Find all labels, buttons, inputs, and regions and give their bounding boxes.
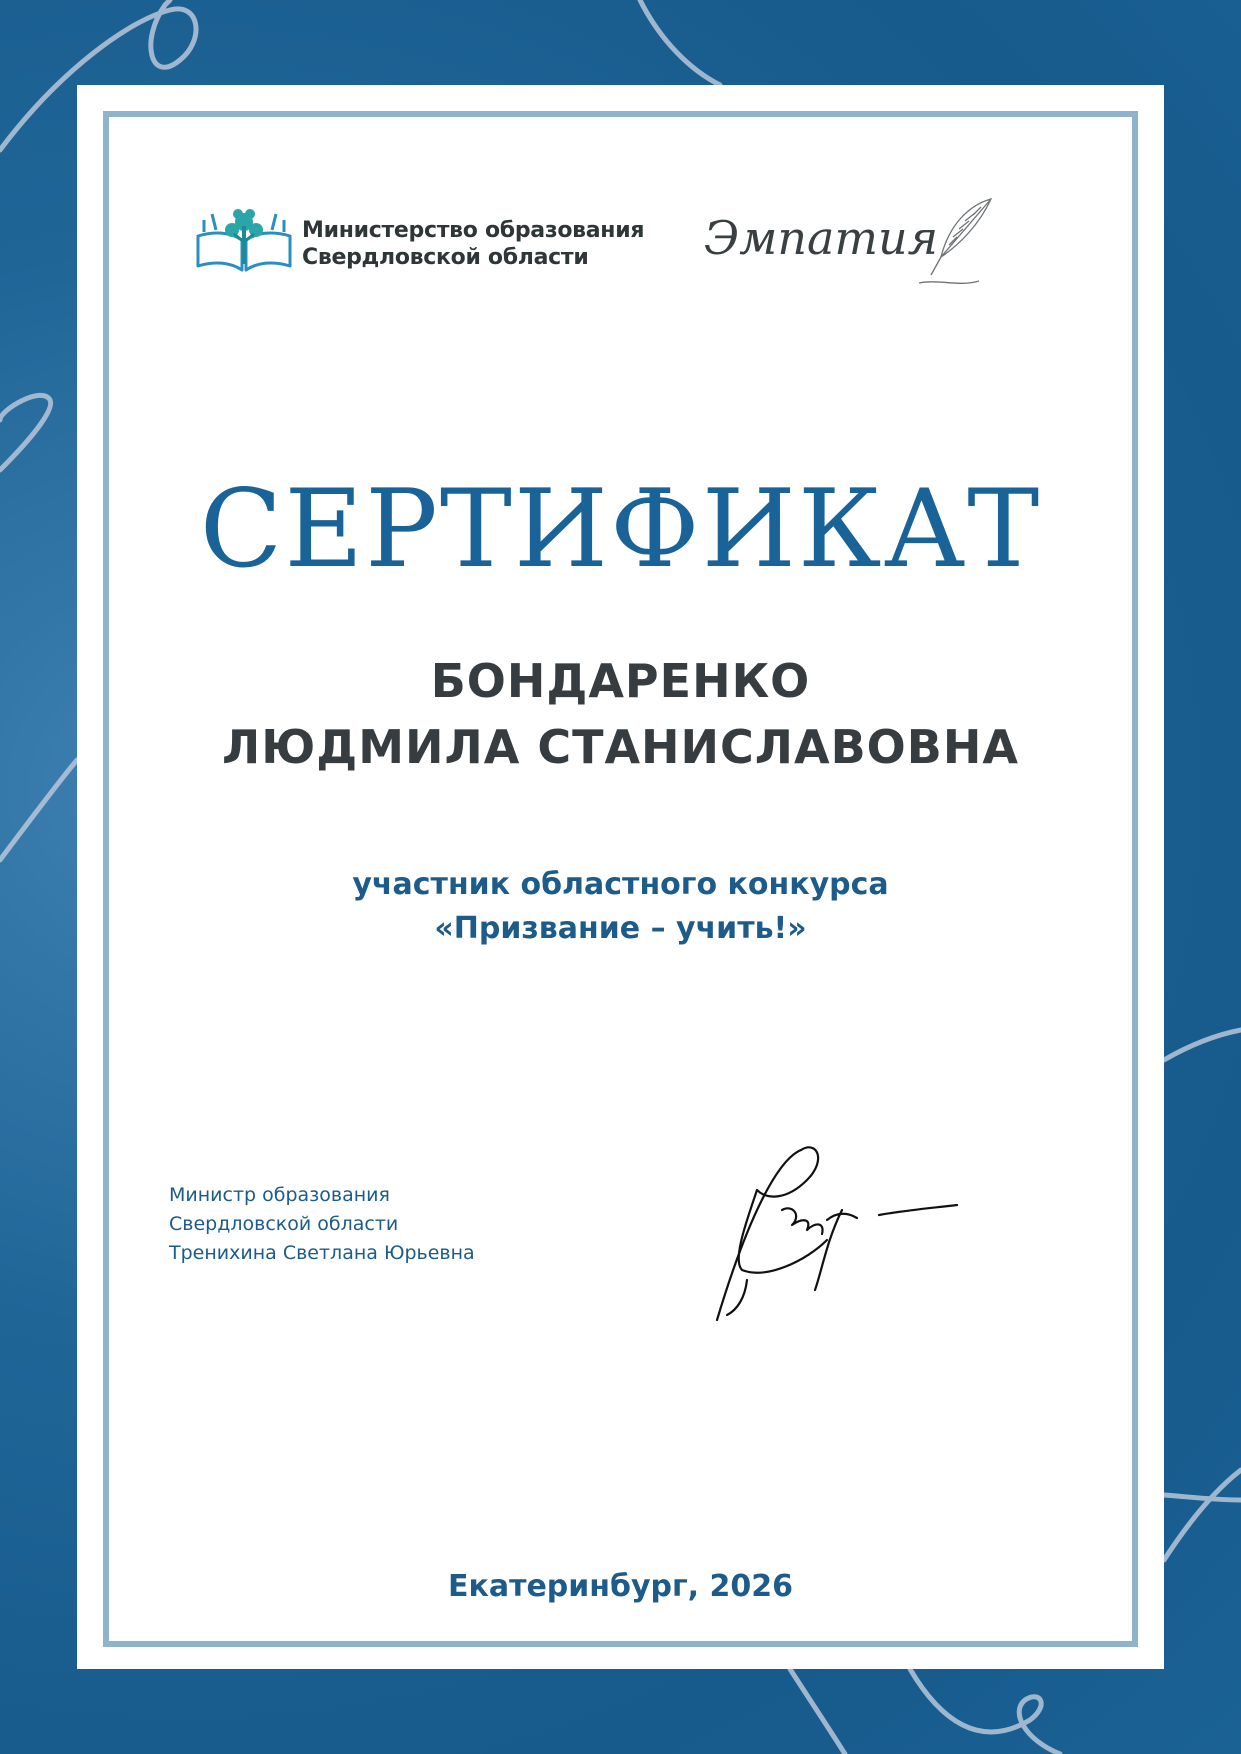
- certificate-header: [194, 201, 994, 291]
- signature-image: [707, 1130, 967, 1330]
- signer-block: [169, 1181, 475, 1268]
- participation-role: участник областного конкурса: [352, 867, 889, 902]
- recipient-name: [77, 648, 1164, 780]
- certificate-sheet: [77, 85, 1164, 1669]
- ministry-name: [302, 217, 644, 271]
- participation-text: [77, 863, 1164, 951]
- contest-name: «Призвание – учить!»: [434, 911, 807, 946]
- recipient-given-names: ЛЮДМИЛА СТАНИСЛАВОВНА: [222, 720, 1019, 774]
- recipient-surname: БОНДАРЕНКО: [430, 654, 811, 708]
- signer-name: Тренихина Светлана Юрьевна: [169, 1242, 475, 1264]
- certificate-title: СЕРТИФИКАТ: [199, 467, 1042, 592]
- city-year: Екатеринбург, 2026: [447, 1569, 794, 1604]
- empatia-logo: [704, 201, 1004, 296]
- ministry-logo-icon: [194, 206, 294, 274]
- ministry-name-line1: Министерство образования: [302, 218, 645, 243]
- signer-position: Министр образования: [169, 1184, 390, 1206]
- empatia-logo-text: Эмпатия: [704, 211, 939, 265]
- signer-region: Свердловской области: [169, 1213, 399, 1235]
- ministry-name-line2: Свердловской области: [302, 245, 589, 270]
- feather-quill-icon: [919, 195, 999, 295]
